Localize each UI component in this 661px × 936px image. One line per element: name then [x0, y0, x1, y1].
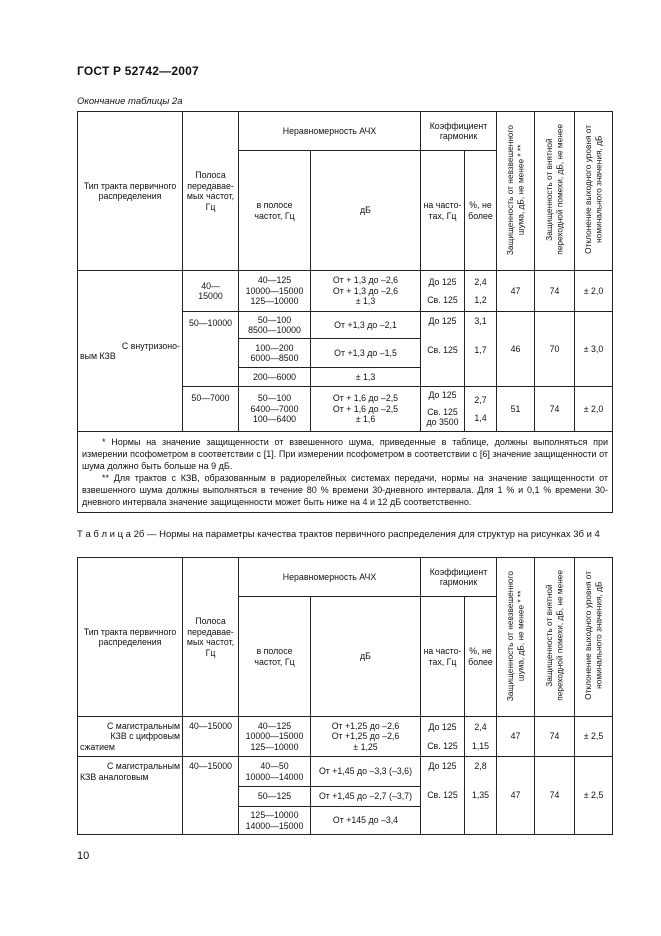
cell-crosstalk: 74	[535, 271, 575, 312]
cell-harm-pct: 2,7 1,4	[465, 387, 497, 432]
cell-noise: 51	[497, 387, 535, 432]
col-band: Полоса передавае- мых частот, Гц	[183, 558, 239, 717]
cell-harm-freq: До 125 Св. 125 до 3500	[421, 387, 465, 432]
cell-band: 40—15000	[183, 717, 239, 757]
col-noise: Защищенность от невзвешенного шума, дБ, не менее * **	[497, 112, 535, 271]
cell-freq: 200—6000	[239, 368, 311, 387]
cell-db: От +145 до –3,4	[311, 807, 421, 835]
table-b-caption: Т а б л и ц а 2б — Нормы на параметры качества трактов первичного распределения для структур на рисунках 3б и 4	[77, 529, 600, 540]
row-label: С магистральным КЗВ аналоговым	[78, 757, 183, 835]
row-label: С магистральным КЗВ с цифровым сжатием	[78, 717, 183, 757]
col-noise: Защищенность от невзвешенного шума, дБ, не менее * **	[497, 558, 535, 717]
table-a-caption: Окончание таблицы 2а	[77, 96, 183, 107]
cell-db: ± 1,3	[311, 368, 421, 387]
cell-db: От +1,45 до –2,7 (–3,7)	[311, 787, 421, 807]
col-harm: Коэффициент гармоник	[421, 112, 497, 151]
col-achx: Неравномерность АЧХ	[239, 112, 421, 151]
table-notes	[78, 432, 613, 513]
cell-harm-pct: 2,4 1,15	[465, 717, 497, 757]
cell-harm-pct: 2,8 1,35	[465, 757, 497, 835]
cell-freq: 40—125 10000—15000 125—10000	[239, 717, 311, 757]
cell-db: От +1,3 до –1,5	[311, 339, 421, 368]
cell-harm-freq: До 125 Св. 125	[421, 717, 465, 757]
table-2b	[77, 557, 613, 835]
note-1: * Нормы на значение защищенности от взвешенного шума, приведенные в таблице, должны выполняться при измерении псофометром в соответствии с [1]. При измерении псофометром в соответствии с [6] значение защищенности от шума должно быть больше на 9 дБ.	[82, 437, 609, 471]
cell-db: От + 1,6 до –2,5 От + 1,6 до –2,5 ± 1,6	[311, 387, 421, 432]
cell-freq: 40—125 10000—15000 125—10000	[239, 271, 311, 312]
cell-crosstalk: 70	[535, 312, 575, 387]
col-crosstalk: Защищенность от внятной переходной помехи, дБ, не менее	[535, 112, 575, 271]
col-harm: Коэффициент гармоник	[421, 558, 497, 597]
col-crosstalk: Защищенность от внятной переходной помехи, дБ, не менее	[535, 558, 575, 717]
cell-crosstalk: 74	[535, 717, 575, 757]
col-harm-pct: %, не более	[465, 597, 497, 717]
cell-harm-pct: 2,4 1,2	[465, 271, 497, 312]
cell-band: 40—15000	[183, 757, 239, 835]
table-2a	[77, 111, 613, 513]
cell-freq: 100—200 6000—8500	[239, 339, 311, 368]
col-harm-freq: на часто- тах, Гц	[421, 151, 465, 271]
cell-db: От +1,3 до –2,1	[311, 312, 421, 339]
cell-harm-freq: До 125 Св. 125	[421, 757, 465, 835]
cell-db: От + 1,3 до –2,6 От + 1,3 до –2,6 ± 1,3	[311, 271, 421, 312]
cell-harm-freq: До 125 Св. 125	[421, 271, 465, 312]
row-label: С внутризоно- вым КЗВ	[78, 271, 183, 432]
col-path-type: Тип тракта первичного распределения	[78, 112, 183, 271]
cell-crosstalk: 74	[535, 387, 575, 432]
col-achx-band: в полосе частот, Гц	[239, 151, 311, 271]
col-achx-db: дБ	[311, 151, 421, 271]
col-harm-pct: %, не более	[465, 151, 497, 271]
cell-crosstalk: 74	[535, 757, 575, 835]
table-row	[78, 757, 613, 787]
cell-deviation: ± 2,5	[575, 757, 613, 835]
col-band: Полоса передавае- мых частот, Гц	[183, 112, 239, 271]
cell-freq: 50—125	[239, 787, 311, 807]
note-2: ** Для трактов с КЗВ, образованным в радиорелейных системах передачи, нормы на значение защищенности от взвешенного шума должны выполняться в течение 80 % времени 30-дневного интервала. Для 1 % и 0,1 % времени 30-дневного интервала значение защищенности может быть ниже на 4 и 12 дБ соответственно.	[82, 473, 609, 507]
col-achx-db: дБ	[311, 597, 421, 717]
cell-band: 40— 15000	[183, 271, 239, 312]
cell-noise: 47	[497, 271, 535, 312]
cell-freq: 50—100 8500—10000	[239, 312, 311, 339]
cell-db: От +1,25 до –2,6 От +1,25 до –2,6 ± 1,25	[311, 717, 421, 757]
table-row	[78, 271, 613, 312]
col-harm-freq: на часто- тах, Гц	[421, 597, 465, 717]
cell-deviation: ± 2,0	[575, 271, 613, 312]
cell-noise: 47	[497, 757, 535, 835]
cell-freq: 50—100 6400—7000 100—6400	[239, 387, 311, 432]
cell-deviation: ± 2,0	[575, 387, 613, 432]
col-achx: Неравномерность АЧХ	[239, 558, 421, 597]
cell-band: 50—10000	[183, 312, 239, 387]
col-deviation: Отклонение выходного уровня от номинального значения, дБ	[575, 558, 613, 717]
cell-noise: 46	[497, 312, 535, 387]
cell-band: 50—7000	[183, 387, 239, 432]
cell-freq: 125—10000 14000—15000	[239, 807, 311, 835]
cell-deviation: ± 3,0	[575, 312, 613, 387]
cell-noise: 47	[497, 717, 535, 757]
standard-header: ГОСТ Р 52742—2007	[77, 64, 199, 78]
page-number: 10	[77, 850, 90, 862]
table-row	[78, 717, 613, 757]
cell-harm-freq: До 125 Св. 125	[421, 312, 465, 387]
col-deviation: Отклонение выходного уровня от номинального значения, дБ	[575, 112, 613, 271]
col-path-type: Тип тракта первичного распределения	[78, 558, 183, 717]
cell-db: От +1,45 до –3,3 (–3,6)	[311, 757, 421, 787]
cell-freq: 40—50 10000—14000	[239, 757, 311, 787]
cell-harm-pct: 3,1 1,7	[465, 312, 497, 387]
col-achx-band: в полосе частот, Гц	[239, 597, 311, 717]
cell-deviation: ± 2,5	[575, 717, 613, 757]
